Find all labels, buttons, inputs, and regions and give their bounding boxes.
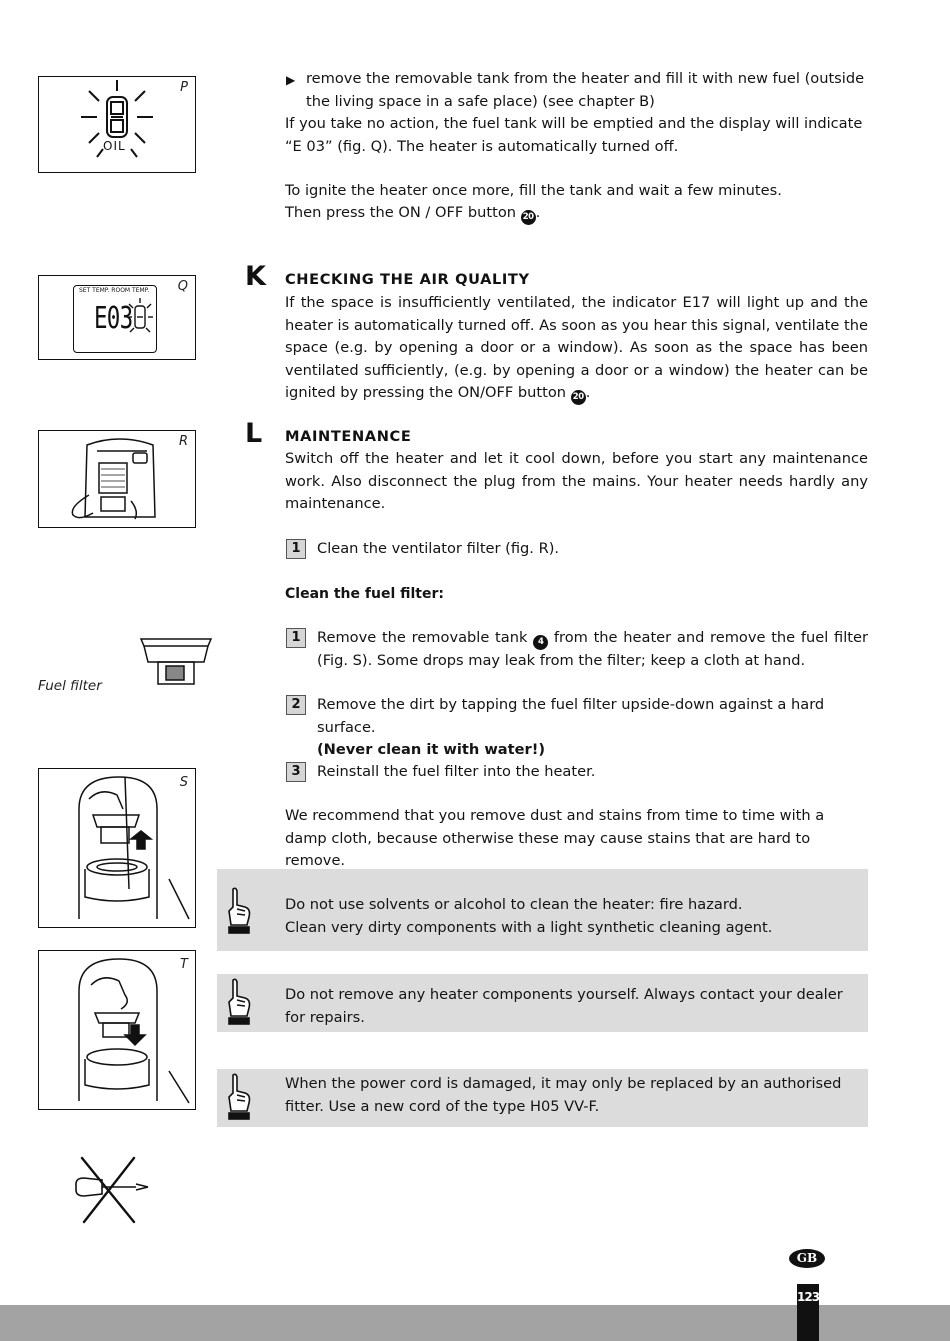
warning-note-text: Do not remove any heater components yourself. Always contact your dealer for repairs. [285,986,843,1026]
onoff-button-ref-icon: 20 [571,390,586,405]
intro-line3-text: Then press the ON / OFF button [285,204,517,221]
warning-note-text: When the power cord is damaged, it may only be replaced by an authorised fitter. Use a new cord of the type H05 VV-F. [285,1075,842,1115]
step1-text-start: Remove the removable tank [317,629,528,646]
figure-p [38,76,196,173]
step2-text [317,694,872,762]
section-l-letter: L [245,418,263,449]
step2-warning: (Never clean it with water!) [317,741,546,758]
maintenance-recommendation: We recommend that you remove dust and stains from time to time with a damp cloth, because otherwise these may cause stains that are hard to remove. [285,807,825,869]
no-screwdriver-icon [72,1154,156,1226]
warning-note [217,974,868,1032]
figure-p-label: P [180,80,188,95]
intro-line2: To ignite the heater once more, fill the tank and wait a few minutes. [285,182,782,199]
section-k-body-text: If the space is insufficiently ventilated, the indicator E17 will light up and the heater is automatically turned off. As soon as you hear this signal, ventilate the space (e.g. by opening a door or a window). As soon as the space has been ventilated sufficiently, (e.g. by opening a door or a window) the heater can be ignited by pressing the ON/OFF button [285,294,868,401]
step-number-badge: 1 [286,628,306,648]
section-l-title: MAINTENANCE [285,428,412,445]
section-l-body: Switch off the heater and let it cool down, before you start any maintenance work. Also disconnect the plug from the mains. Your heater needs hardly any maintenance. [285,450,868,512]
fuel-filter-illustration [138,636,214,688]
pointing-hand-icon [223,887,253,937]
step1-text-end: from the heater and remove the fuel filter (Fig. S). Some drops may leak from the filter; keep a cloth at hand. [317,629,868,669]
step-number-badge: 1 [286,539,306,559]
step-number-badge: 3 [286,762,306,782]
figure-q-label: Q [177,279,188,294]
section-k-body [285,292,868,405]
intro-bullet: remove the removable tank from the heater and fill it with new fuel (outside the living space in a safe place) (see chapter B) [306,70,865,110]
step2-text-main: Remove the dirt by tapping the fuel filter upside-down against a hard surface. [317,696,825,736]
figure-s [38,768,196,928]
figure-t-label: T [180,957,188,972]
step1-text [317,627,868,673]
onoff-button-ref-icon: 20 [521,210,536,225]
intro-line3 [285,202,868,225]
figure-r-label: R [178,434,188,449]
warning-note-line2: Clean very dirty components with a light synthetic cleaning agent. [285,918,773,936]
warning-note [217,1069,868,1127]
lcd-error-code: E03 [94,301,133,336]
figure-t [38,950,196,1110]
figure-r [38,430,196,528]
lcd-header: SET TEMP. ROOM TEMP. [79,287,150,294]
bullet-arrow-icon: ▶ [286,73,296,87]
lcd-display [73,285,157,353]
section-k-letter: K [245,261,266,292]
fuel-warning-icon [126,296,156,346]
intro-line3-end: . [535,204,541,221]
step-ventilator-text: Clean the ventilator filter (fig. R). [317,540,560,557]
warning-note [217,869,868,951]
filter-reinstall-illustration [39,951,195,1109]
section-k-body-end: . [585,384,591,401]
warning-note-text [285,894,856,939]
pointing-hand-icon [223,1073,253,1123]
fuel-filter-heading: Clean the fuel filter: [285,586,444,602]
filter-removal-illustration [39,769,195,927]
intro-line1: If you take no action, the fuel tank will be emptied and the display will indicate “E 03” (fig. Q). The heater is automatically turned off. [285,115,863,155]
step3-text: Reinstall the fuel filter into the heater. [317,763,596,780]
oil-indicator-label: OIL [103,139,126,153]
figure-s-label: S [179,775,188,790]
page-number: 123 [797,1284,819,1341]
step-number-badge: 2 [286,695,306,715]
pointing-hand-icon [223,978,253,1028]
language-badge: GB [789,1249,825,1268]
heater-back-illustration [39,431,195,527]
fuel-filter-caption: Fuel filter [38,678,102,694]
section-k-title: CHECKING THE AIR QUALITY [285,271,530,288]
warning-note-line1: Do not use solvents or alcohol to clean the heater: fire hazard. [285,896,743,913]
figure-q [38,275,196,360]
tank-ref-icon: 4 [533,635,548,650]
fuel-gauge-icon [39,77,195,172]
